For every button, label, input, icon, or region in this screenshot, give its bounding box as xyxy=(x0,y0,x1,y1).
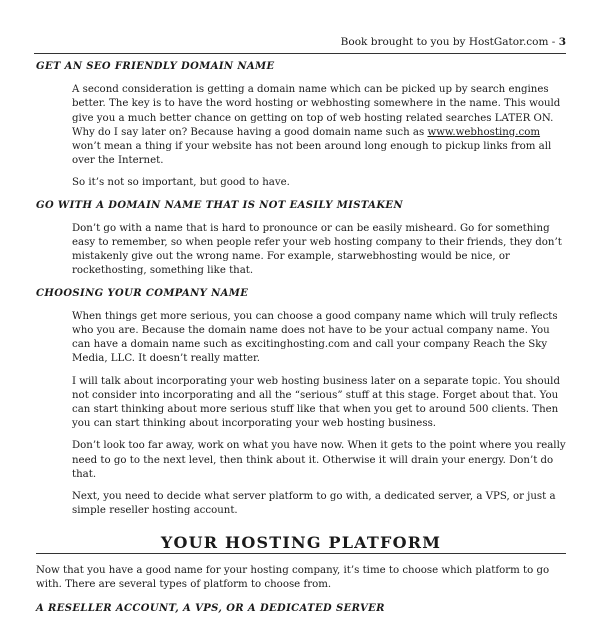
running-header xyxy=(341,36,566,48)
platform-subheading: A RESELLER ACCOUNT, A VPS, OR A DEDICATED SERVER xyxy=(36,603,385,615)
section-rule xyxy=(36,553,566,554)
company-paragraph-3: Don’t look too far away, work on what you have now. When it gets to the point where you really need to go to the next level, then think about it. Otherwise it will drain your energy. Don’t do that. xyxy=(72,440,566,480)
seo-paragraph-2: So it’s not so important, but good to have. xyxy=(72,177,290,189)
seo-paragraph-1 xyxy=(72,83,566,168)
company-paragraph-2: I will talk about incorporating your web hosting business later on a separate topic. You should not consider into incorporating and all the “serious” stuff at this stage. Forget about that. You can start thinking about more serious stuff like that when you get to around 500 clients. Then you can start thinking about incorporating your web hosting business. xyxy=(72,375,560,430)
seo-p1-text-b: won’t mean a thing if your website has not been around long enough to pickup links from all over the Internet. xyxy=(72,141,552,167)
company-paragraph-1: When things get more serious, you can choose a good company name which will truly reflects who you are. Because the domain name does not have to be your actual company name. You can have a domain name such as excitinghosting.com and call your company Reach the Sky Media, LLC. It doesn’t really matter. xyxy=(72,310,558,365)
header-rule xyxy=(34,53,566,54)
company-heading: CHOOSING YOUR COMPANY NAME xyxy=(36,287,249,299)
company-paragraph-4: Next, you need to decide what server platform to go with, a dedicated server, a VPS, or just a simple reseller hosting account. xyxy=(72,491,556,517)
page-content xyxy=(36,60,566,625)
mistaken-heading: GO WITH A DOMAIN NAME THAT IS NOT EASILY MISTAKEN xyxy=(36,199,403,211)
seo-p1-text-a: A second consideration is getting a domain name which can be picked up by search engines better. The key is to have the word hosting or webhosting somewhere in the name. This would give you a much better chance on getting on top of web hosting related searches LATER ON. Why do I say later on? Because having a good domain name such as xyxy=(72,84,561,138)
seo-heading: GET AN SEO FRIENDLY DOMAIN NAME xyxy=(36,61,275,72)
platform-intro: Now that you have a good name for your hosting company, it’s time to choose which platform to go with. There are several types of platform to choose from. xyxy=(36,564,550,590)
page-number: 3 xyxy=(558,36,566,48)
platform-section-title: YOUR HOSTING PLATFORM xyxy=(160,533,442,553)
mistaken-paragraph-1: Don’t go with a name that is hard to pronounce or can be easily misheard. Go for something easy to remember, so when people refer your web hosting company to their friends, they don’t mistakenly give out the wrong name. For example, starwebhosting would be nice, or rockethosting, something like that. xyxy=(72,222,562,277)
header-text: Book brought to you by HostGator.com - xyxy=(340,36,559,48)
webhosting-link[interactable]: www.webhosting.com xyxy=(427,126,541,138)
